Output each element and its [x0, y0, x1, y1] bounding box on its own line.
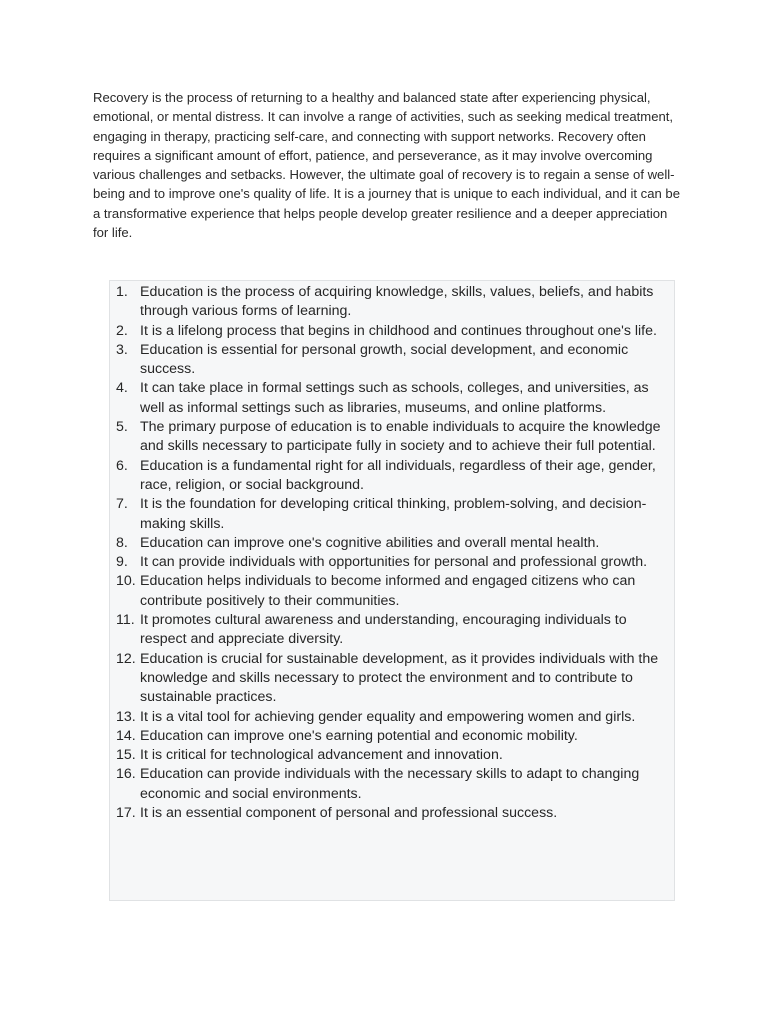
list-item-number: 11.	[116, 612, 135, 629]
list-item-number: 6.	[116, 457, 128, 474]
list-item-text: Education can improve one's cognitive abilities and overall mental health.	[140, 534, 600, 551]
list-item-text: It is critical for technological advancement and innovation.	[140, 747, 503, 764]
list-item	[110, 727, 676, 746]
list-item	[110, 746, 676, 765]
list-item	[110, 418, 676, 457]
list-item-number: 3.	[116, 341, 128, 358]
list-item-text: Education is the process of acquiring knowledge, skills, values, beliefs, and habits through various forms of learning.	[140, 284, 654, 320]
list-item-text: It is the foundation for developing critical thinking, problem-solving, and decision-making skills.	[140, 496, 647, 532]
list-item-number: 16.	[116, 766, 136, 783]
list-item-number: 12.	[116, 650, 136, 667]
list-item-text: Education helps individuals to become informed and engaged citizens who can contribute positively to their communities.	[140, 573, 636, 609]
recovery-paragraph: Recovery is the process of returning to a healthy and balanced state after experiencing physical, emotional, or mental distress. It can involve a range of activities, such as seeking medical treatment, engaging in therapy, practicing self-care, and connecting with support networks. Recovery often requires a significant amount of effort, patience, and perseverance, as it may involve overcoming various challenges and setbacks. However, the ultimate goal of recovery is to regain a sense of well-being and to improve one's quality of life. It is a journey that is unique to each individual, and it can be a transformative experience that helps people develop greater resilience and a deeper appreciation for life.	[93, 90, 680, 241]
list-item-number: 9.	[116, 554, 128, 571]
list-item-text: Education is crucial for sustainable development, as it provides individuals with the knowledge and skills necessary to protect the environment and to contribute to sustainable practices.	[140, 650, 659, 706]
list-item-text: The primary purpose of education is to enable individuals to acquire the knowledge and skills necessary to participate fully in society and to achieve their full potential.	[140, 419, 661, 455]
list-item-text: Education can provide individuals with the necessary skills to adapt to changing economic and social environments.	[140, 766, 640, 802]
list-item-text: It is a lifelong process that begins in childhood and continues throughout one's life.	[140, 322, 657, 339]
list-item	[110, 341, 676, 380]
list-item-text: It can provide individuals with opportunities for personal and professional growth.	[140, 554, 648, 571]
education-list-box	[109, 280, 675, 901]
list-item-number: 14.	[116, 727, 136, 744]
list-item	[110, 765, 676, 804]
list-item-number: 13.	[116, 708, 136, 725]
list-item-number: 1.	[116, 284, 128, 300]
list-item-text: Education is a fundamental right for all individuals, regardless of their age, gender, race, religion, or social background.	[140, 457, 656, 493]
list-item	[110, 708, 676, 727]
list-item	[110, 379, 676, 418]
list-item-text: It is a vital tool for achieving gender equality and empowering women and girls.	[140, 708, 636, 725]
list-item	[110, 611, 676, 650]
list-item	[110, 322, 676, 341]
list-item	[110, 283, 676, 322]
list-item-text: Education is essential for personal growth, social development, and economic success.	[140, 341, 629, 378]
list-item-number: 17.	[116, 805, 136, 822]
list-item	[110, 495, 676, 534]
list-item-number: 5.	[116, 419, 128, 436]
list-item-number: 4.	[116, 380, 128, 397]
education-list	[110, 283, 676, 823]
list-item	[110, 457, 676, 496]
list-item	[110, 572, 676, 611]
list-item-number: 2.	[116, 322, 128, 339]
list-item-number: 7.	[116, 496, 128, 513]
list-item-number: 15.	[116, 747, 136, 764]
list-item-text: It can take place in formal settings such as schools, colleges, and universities, as well as informal settings such as libraries, museums, and online platforms.	[140, 380, 649, 416]
list-item-text: Education can improve one's earning potential and economic mobility.	[140, 727, 578, 744]
list-item-text: It promotes cultural awareness and understanding, encouraging individuals to respect and appreciate diversity.	[140, 612, 627, 648]
list-item	[110, 534, 676, 553]
list-item-number: 10.	[116, 573, 136, 590]
list-item	[110, 553, 676, 572]
list-item	[110, 804, 676, 823]
list-item-text: It is an essential component of personal and professional success.	[140, 805, 558, 822]
list-item	[110, 650, 676, 708]
list-item-number: 8.	[116, 534, 128, 551]
